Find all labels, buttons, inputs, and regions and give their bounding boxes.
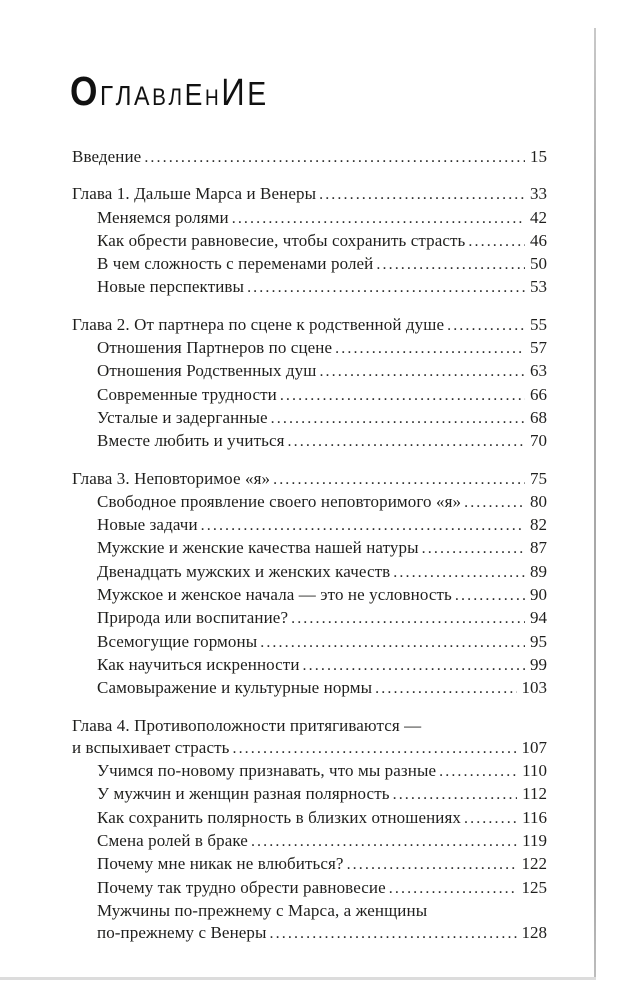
dot-leader bbox=[447, 314, 525, 337]
toc-entry-page: 42 bbox=[530, 207, 547, 227]
dot-leader bbox=[335, 337, 525, 360]
toc-entry-label: Глава 4. Противоположности притягиваются — bbox=[72, 715, 422, 735]
toc-entry-page: 70 bbox=[530, 431, 547, 451]
toc-entry-label: по-прежнему с Венеры bbox=[97, 923, 267, 943]
dot-leader bbox=[251, 830, 517, 853]
toc-entry-page: 15 bbox=[530, 147, 547, 166]
toc-entry-page: 103 bbox=[521, 678, 547, 698]
toc-entry-label: Почему так трудно обрести равновесие bbox=[97, 877, 386, 897]
toc-entry-page: 95 bbox=[530, 631, 547, 651]
toc-entry-label: Учимся по-новому признавать, что мы разные bbox=[97, 761, 437, 781]
toc-entry-page: 57 bbox=[530, 338, 547, 358]
toc-entry bbox=[72, 276, 547, 299]
toc-entry-label: Мужское и женское начала — это не условность bbox=[97, 585, 452, 605]
page-edge-right bbox=[594, 28, 596, 979]
toc-entry-page: 80 bbox=[530, 491, 547, 511]
dot-leader bbox=[144, 146, 525, 169]
table-of-contents bbox=[72, 146, 547, 946]
dot-leader bbox=[232, 737, 516, 760]
toc-entry bbox=[72, 607, 547, 630]
toc-entry-label: и вспыхивает страсть bbox=[72, 737, 230, 757]
toc-entry bbox=[72, 207, 547, 230]
dot-leader bbox=[347, 853, 517, 876]
toc-entry-label: Самовыражение и культурные нормы bbox=[97, 678, 373, 698]
toc-entry bbox=[72, 146, 547, 169]
toc-entry-label: Новые перспективы bbox=[97, 277, 245, 297]
page-title-letter: В bbox=[152, 84, 169, 111]
toc-entry-label: Вместе любить и учиться bbox=[97, 431, 285, 451]
dot-leader bbox=[273, 468, 525, 491]
page-title-letter: О bbox=[70, 68, 101, 114]
toc-entry bbox=[72, 314, 547, 337]
dot-leader bbox=[247, 276, 525, 299]
toc-entry bbox=[72, 783, 547, 806]
toc-entry-page: 99 bbox=[530, 654, 547, 674]
toc-entry-label: Свободное проявление своего неповторимого «я» bbox=[97, 491, 462, 511]
toc-entry bbox=[72, 384, 547, 407]
toc-entry-page: 53 bbox=[530, 277, 547, 297]
dot-leader bbox=[393, 561, 525, 584]
dot-leader bbox=[439, 760, 517, 783]
toc-entry-label: Введение bbox=[72, 147, 142, 166]
toc-entry-label: Отношения Родственных душ bbox=[97, 361, 317, 381]
toc-entry-page: 119 bbox=[522, 831, 547, 851]
toc-entry bbox=[72, 561, 547, 584]
dot-leader bbox=[468, 230, 525, 253]
toc-entry bbox=[72, 183, 547, 206]
toc-entry-page: 112 bbox=[522, 784, 547, 804]
toc-entry-page: 68 bbox=[530, 407, 547, 427]
toc-entry bbox=[72, 715, 547, 737]
toc-entry-page: 89 bbox=[530, 561, 547, 581]
toc-entry-page: 122 bbox=[521, 854, 547, 874]
toc-entry bbox=[72, 584, 547, 607]
toc-entry-label: В чем сложность с переменами ролей bbox=[97, 254, 374, 274]
dot-leader bbox=[376, 253, 525, 276]
dot-leader bbox=[271, 407, 525, 430]
dot-leader bbox=[201, 514, 525, 537]
toc-entry bbox=[72, 537, 547, 560]
toc-entry-page: 82 bbox=[530, 515, 547, 535]
toc-entry bbox=[72, 807, 547, 830]
page-title-letter: Н bbox=[204, 85, 222, 110]
toc-entry bbox=[72, 407, 547, 430]
dot-leader bbox=[270, 922, 517, 945]
dot-leader bbox=[464, 807, 517, 830]
toc-entry-page: 50 bbox=[530, 254, 547, 274]
dot-leader bbox=[303, 654, 525, 677]
toc-entry-page: 33 bbox=[530, 184, 547, 204]
toc-entry bbox=[72, 853, 547, 876]
page-title-letter: Л bbox=[115, 80, 135, 111]
dot-leader bbox=[455, 584, 525, 607]
toc-entry-page: 87 bbox=[530, 538, 547, 558]
toc-entry-page: 66 bbox=[530, 384, 547, 404]
toc-entry bbox=[72, 514, 547, 537]
toc-entry-label: Меняемся ролями bbox=[97, 207, 229, 227]
page-title-letter: Л bbox=[168, 84, 185, 111]
toc-entry-label: Глава 2. От партнера по сцене к родственной душе bbox=[72, 314, 445, 334]
dot-leader bbox=[422, 537, 525, 560]
toc-entry-label: Природа или воспитание? bbox=[97, 608, 289, 628]
toc-entry-label: Усталые и задерганные bbox=[97, 407, 268, 427]
toc-entry-label: Мужчины по-прежнему с Марса, а женщины bbox=[97, 900, 428, 920]
toc-entry-page: 128 bbox=[521, 923, 547, 943]
toc-entry-label: Всемогущие гормоны bbox=[97, 631, 258, 651]
toc-entry-label: Почему мне никак не влюбиться? bbox=[97, 854, 344, 874]
dot-leader bbox=[288, 430, 525, 453]
page-edge-bottom bbox=[0, 977, 596, 980]
toc-entry-label: Двенадцать мужских и женских качеств bbox=[97, 561, 391, 581]
toc-entry bbox=[72, 654, 547, 677]
toc-entry bbox=[72, 468, 547, 491]
toc-entry bbox=[72, 430, 547, 453]
toc-entry bbox=[72, 760, 547, 783]
toc-entry-label: Новые задачи bbox=[97, 515, 198, 535]
toc-entry-label: Мужские и женские качества нашей натуры bbox=[97, 538, 419, 558]
toc-entry bbox=[72, 877, 547, 900]
toc-entry-label: Как сохранить полярность в близких отношениях bbox=[97, 807, 461, 827]
dot-leader bbox=[280, 384, 525, 407]
dot-leader bbox=[375, 677, 516, 700]
toc-entry bbox=[72, 360, 547, 383]
page-title-letter: Е bbox=[247, 75, 269, 112]
dot-leader bbox=[319, 360, 525, 383]
dot-leader bbox=[389, 877, 517, 900]
toc-entry bbox=[72, 253, 547, 276]
toc-entry-page: 90 bbox=[530, 585, 547, 605]
toc-entry-label: Как обрести равновесие, чтобы сохранить страсть bbox=[97, 230, 466, 250]
toc-entry-label: Современные трудности bbox=[97, 384, 277, 404]
toc-entry bbox=[72, 230, 547, 253]
toc-entry-page: 75 bbox=[530, 468, 547, 488]
toc-entry-page: 107 bbox=[521, 737, 547, 757]
toc-entry-page: 125 bbox=[521, 877, 547, 897]
toc-entry-label: Глава 3. Неповторимое «я» bbox=[72, 468, 271, 488]
toc-entry-page: 110 bbox=[522, 761, 547, 781]
toc-entry-label: Глава 1. Дальше Марса и Венеры bbox=[72, 184, 317, 204]
toc-entry bbox=[72, 631, 547, 654]
toc-entry bbox=[72, 900, 547, 922]
dot-leader bbox=[464, 491, 525, 514]
toc-entry-page: 46 bbox=[530, 230, 547, 250]
dot-leader bbox=[291, 607, 525, 630]
toc-entry bbox=[72, 677, 547, 700]
page-title-letter: А bbox=[134, 81, 153, 111]
dot-leader bbox=[393, 783, 518, 806]
toc-entry-label: Отношения Партнеров по сцене bbox=[97, 338, 333, 358]
toc-entry-label: Смена ролей в браке bbox=[97, 831, 248, 851]
toc-entry-page: 63 bbox=[530, 361, 547, 381]
toc-entry-page: 116 bbox=[522, 807, 547, 827]
toc-entry-label: У мужчин и женщин разная полярность bbox=[97, 784, 390, 804]
toc-entry bbox=[72, 491, 547, 514]
dot-leader bbox=[232, 207, 525, 230]
toc-entry bbox=[72, 337, 547, 360]
toc-entry bbox=[72, 922, 547, 945]
toc-entry bbox=[72, 830, 547, 853]
toc-entry-label: Как научиться искренности bbox=[97, 654, 300, 674]
dot-leader bbox=[319, 183, 525, 206]
page-title-letter: Г bbox=[100, 80, 116, 111]
dot-leader bbox=[260, 631, 525, 654]
page-title bbox=[70, 68, 269, 114]
toc-entry bbox=[72, 737, 547, 760]
toc-entry-page: 55 bbox=[530, 314, 547, 334]
page-title-letter: И bbox=[221, 72, 248, 114]
page-title-letter: Е bbox=[184, 77, 205, 112]
toc-entry-page: 94 bbox=[530, 608, 547, 628]
